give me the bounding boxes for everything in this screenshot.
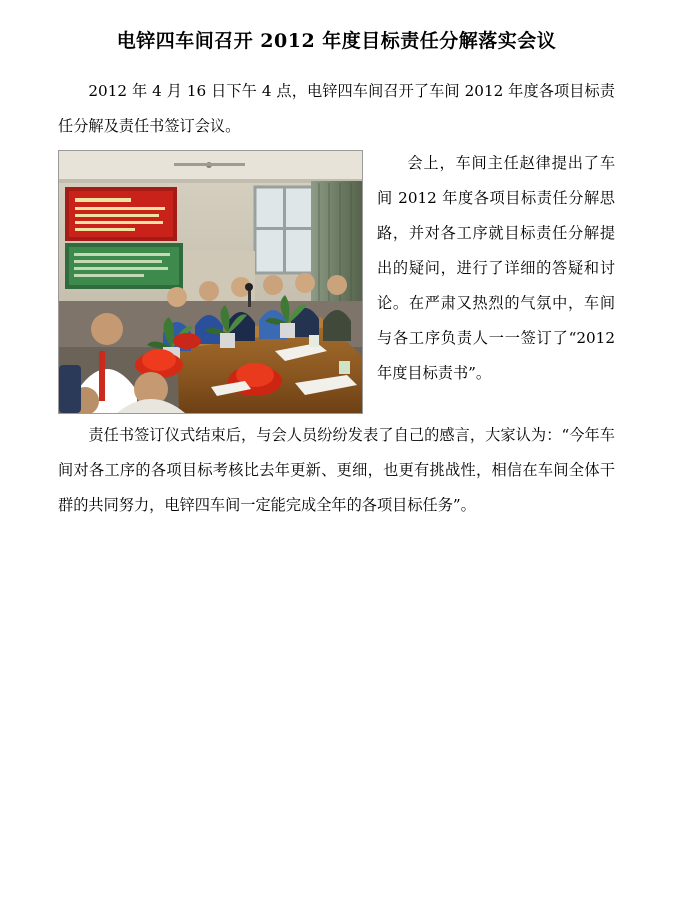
page-title: 电锌四车间召开 2012 年度目标责任分解落实会议 — [116, 30, 557, 52]
photo-graphic — [59, 151, 362, 413]
paragraph-1: 2012 年 4 月 16 日下午 4 点，电锌四车间召开了车间 2012 年度各项目标责任分解及责任书签订会议。 — [58, 82, 615, 135]
document-body — [58, 74, 615, 523]
paragraph-3: 责任书签订仪式结束后，与会人员纷纷发表了自己的感言，大家认为：“今年车间对各工序的各项目标考核比去年更新、更细，也更有挑战性，相信在车间全体干群的共同努力，电锌四车间一定能完成全年的各项目标任务”。 — [58, 426, 615, 514]
paragraph-2: 会上，车间主任赵律提出了车间 2012 年度各项目标责任分解思路，并对各工序就目标责任分解提出的疑问，进行了详细的答疑和讨论。在严肃又热烈的气氛中，车间与各工序负责人一一签订了“2012 年度目标责书”。 — [377, 154, 615, 382]
meeting-room-photo — [58, 150, 363, 414]
